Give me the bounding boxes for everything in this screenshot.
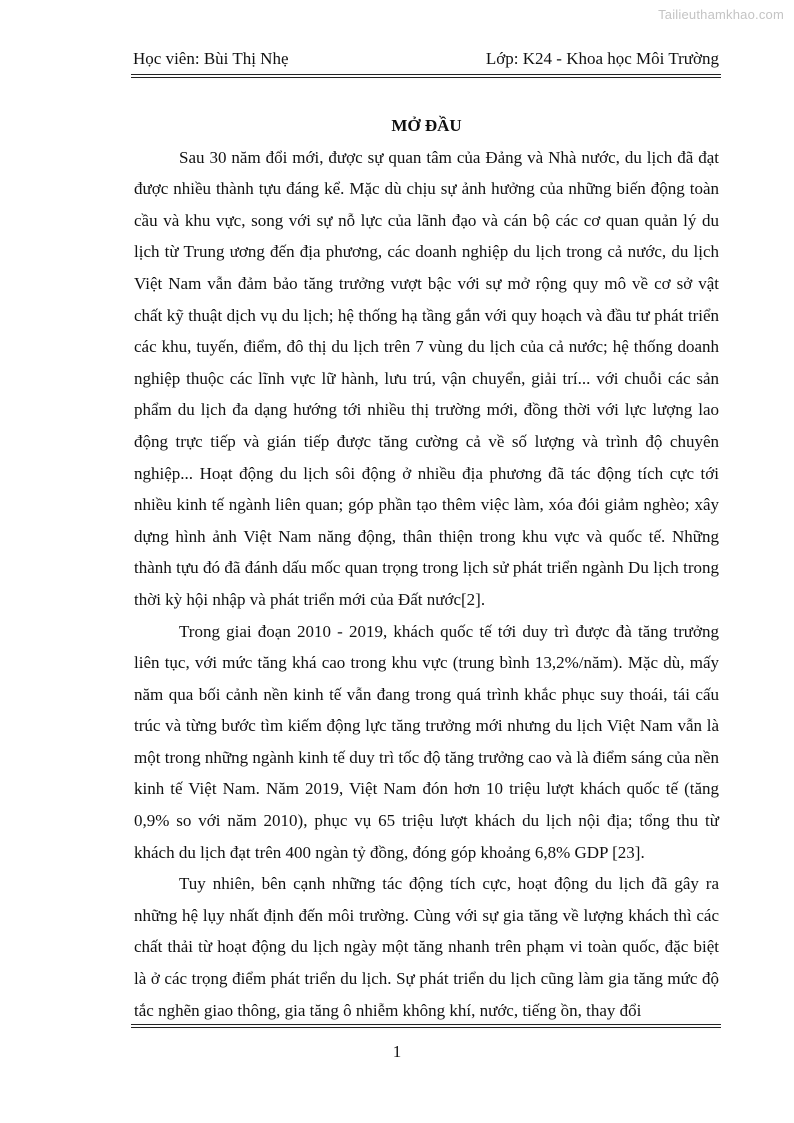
header-student-name: Học viên: Bùi Thị Nhẹ [133, 49, 289, 68]
header-rule-upper [131, 74, 721, 75]
watermark-text: Tailieuthamkhao.com [658, 7, 784, 22]
footer-rule-upper [131, 1024, 721, 1025]
paragraph: Sau 30 năm đổi mới, được sự quan tâm của Đảng và Nhà nước, du lịch đã đạt được nhiều thành tựu đáng kể. Mặc dù chịu sự ảnh hưởng của những biến động toàn cầu và khu vực, song với sự nỗ lực của lãnh đạo và cán bộ các cơ quan quản lý du lịch từ Trung ương đến địa phương, các doanh nghiệp du lịch trong cả nước, du lịch Việt Nam vẫn đảm bảo tăng trưởng vượt bậc với sự mở rộng quy mô về cơ sở vật chất kỹ thuật dịch vụ du lịch; hệ thống hạ tầng gắn với quy hoạch và đầu tư phát triển các khu, tuyến, điểm, đô thị du lịch trên 7 vùng du lịch của cả nước; hệ thống doanh nghiệp thuộc các lĩnh vực lữ hành, lưu trú, vận chuyển, giải trí... với chuỗi các sản phẩm du lịch đa dạng hướng tới nhiều thị trường mới, đồng thời với lực lượng lao động trực tiếp và gián tiếp được tăng cường cả về số lượng và trình độ chuyên nghiệp... Hoạt động du lịch sôi động ở nhiều địa phương đã tác động tích cực tới nhiều kinh tế ngành liên quan; góp phần tạo thêm việc làm, xóa đói giảm nghèo; xây dựng hình ảnh Việt Nam năng động, thân thiện trong khu vực và quốc tế. Những thành tựu đó đã đánh dấu mốc quan trọng trong lịch sử phát triển ngành Du lịch trong thời kỳ hội nhập và phát triển mới của Đất nước[2]. [134, 147, 719, 609]
header-rule-lower [131, 77, 721, 78]
document-body [134, 110, 719, 1026]
page-header [133, 48, 719, 74]
paragraph: Tuy nhiên, bên cạnh những tác động tích cực, hoạt động du lịch đã gây ra những hệ lụy nhất định đến môi trường. Cùng với sự gia tăng về lượng khách thì các chất thải từ hoạt động du lịch ngày một tăng nhanh trên phạm vi toàn quốc, đặc biệt là ở các trọng điểm phát triển du lịch. Sự phát triển du lịch cũng làm gia tăng mức độ tắc nghẽn giao thông, gia tăng ô nhiễm không khí, nước, tiếng ồn, thay đổi [134, 874, 719, 1020]
header-class-name: Lớp: K24 - Khoa học Môi Trường [485, 49, 719, 68]
page-number: 1 [392, 1042, 402, 1061]
section-title: MỞ ĐẦU [391, 116, 462, 135]
footer-rule-lower [131, 1027, 721, 1028]
paragraph: Trong giai đoạn 2010 - 2019, khách quốc tế tới duy trì được đà tăng trưởng liên tục, với mức tăng khá cao trong khu vực (trung bình 13,2%/năm). Mặc dù, mấy năm qua bối cảnh nền kinh tế vẫn đang trong quá trình khắc phục suy thoái, tái cấu trúc và từng bước tìm kiếm động lực tăng trưởng mới nhưng du lịch Việt Nam vẫn là một trong những ngành kinh tế duy trì tốc độ tăng trưởng cao và là điểm sáng của nền kinh tế Việt Nam. Năm 2019, Việt Nam đón hơn 10 triệu lượt khách quốc tế (tăng 0,9% so với năm 2010), phục vụ 65 triệu lượt khách du lịch nội địa; tổng thu từ khách du lịch đạt trên 400 ngàn tỷ đồng, đóng góp khoảng 6,8% GDP [23]. [134, 621, 719, 862]
